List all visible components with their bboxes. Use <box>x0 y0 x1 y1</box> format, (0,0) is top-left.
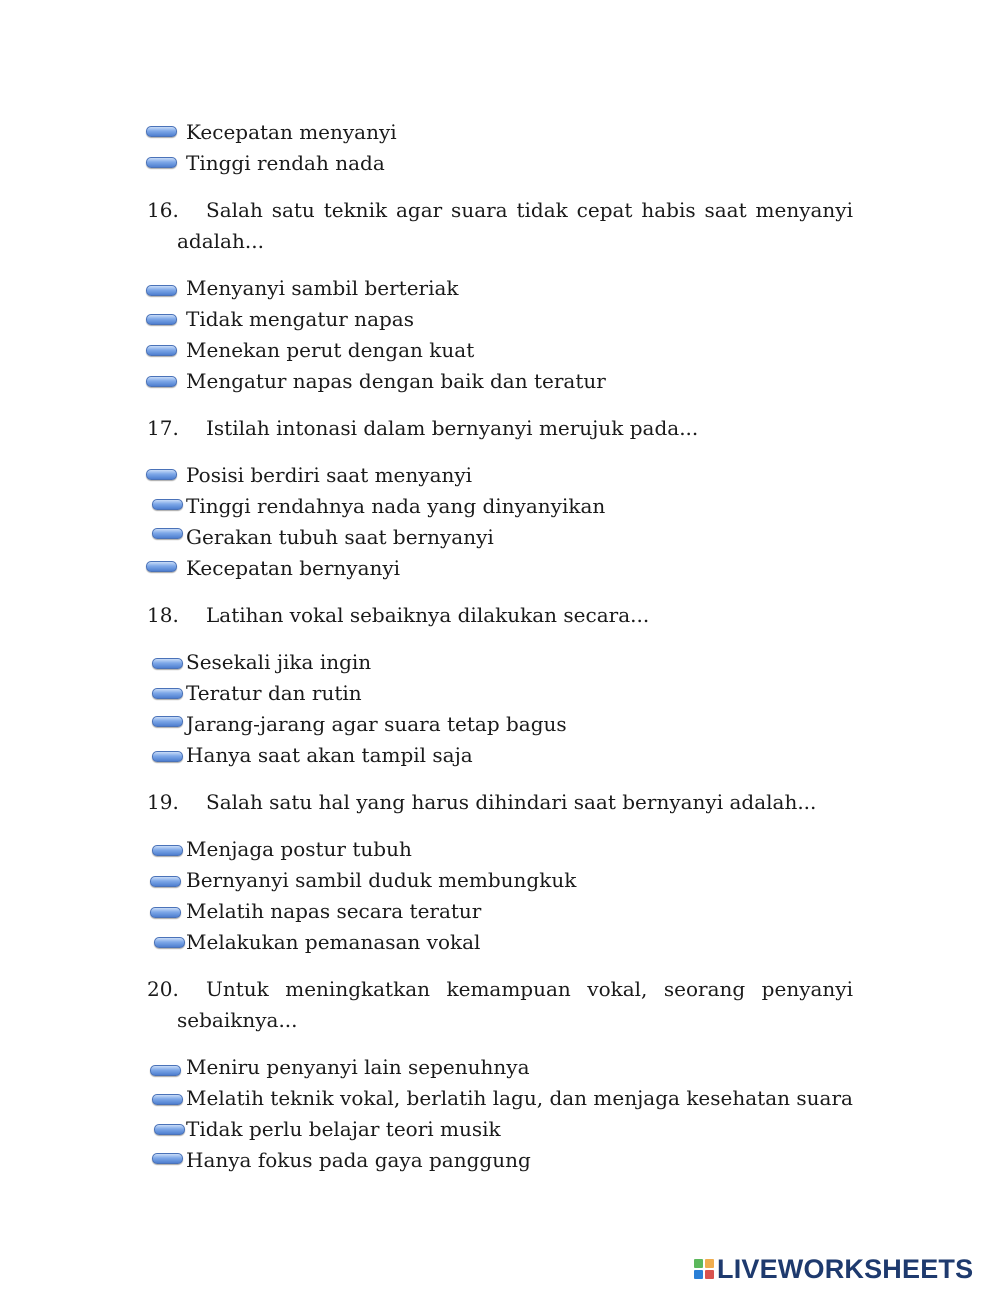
option-label: Kecepatan bernyanyi <box>186 556 401 580</box>
option-button[interactable] <box>146 469 177 480</box>
option-button[interactable] <box>152 658 183 669</box>
option-label: Mengatur napas dengan baik dan teratur <box>186 369 606 393</box>
question-text: Salah satu hal yang harus dihindari saat bernyanyi adalah... <box>206 790 817 814</box>
option-label: Hanya saat akan tampil saja <box>186 743 473 767</box>
logo-square <box>705 1270 714 1279</box>
option-button[interactable] <box>152 751 183 762</box>
option-label: Tidak perlu belajar teori musik <box>186 1117 501 1141</box>
question-number: 19. <box>147 790 179 814</box>
option-button[interactable] <box>146 126 177 137</box>
option-button[interactable] <box>152 1153 183 1164</box>
option-button[interactable] <box>154 1124 185 1135</box>
question-number: 18. <box>147 603 179 627</box>
option-label: Jarang-jarang agar suara tetap bagus <box>186 712 567 736</box>
question-number: 16. <box>147 198 179 222</box>
option-label: Menjaga postur tubuh <box>186 837 412 861</box>
option-button[interactable] <box>152 1094 183 1105</box>
liveworksheets-logo[interactable] <box>694 1254 973 1284</box>
option-button[interactable] <box>146 376 177 387</box>
option-label: Melakukan pemanasan vokal <box>186 930 481 954</box>
option-label: Tinggi rendahnya nada yang dinyanyikan <box>186 494 606 518</box>
question-text: Untuk meningkatkan kemampuan vokal, seorang penyanyi <box>206 977 853 1001</box>
option-label: Bernyanyi sambil duduk membungkuk <box>186 868 577 892</box>
option-label: Hanya fokus pada gaya panggung <box>186 1148 531 1172</box>
logo-text: LIVEWORKSHEETS <box>717 1253 974 1284</box>
option-label: Menekan perut dengan kuat <box>186 338 475 362</box>
question-number: 17. <box>147 416 179 440</box>
question-text-continued: adalah... <box>177 229 264 253</box>
logo-square <box>694 1259 703 1268</box>
option-label: Posisi berdiri saat menyanyi <box>186 463 473 487</box>
option-label: Melatih napas secara teratur <box>186 899 482 923</box>
logo-mark-icon <box>694 1259 714 1279</box>
option-button[interactable] <box>150 907 181 918</box>
option-button[interactable] <box>152 845 183 856</box>
option-button[interactable] <box>152 688 183 699</box>
logo-square <box>694 1270 703 1279</box>
option-button[interactable] <box>154 937 185 948</box>
option-button[interactable] <box>150 876 181 887</box>
option-button[interactable] <box>146 157 177 168</box>
option-button[interactable] <box>152 528 183 539</box>
option-button[interactable] <box>146 345 177 356</box>
option-label: Tidak mengatur napas <box>186 307 414 331</box>
option-label: Melatih teknik vokal, berlatih lagu, dan menjaga kesehatan suara <box>186 1086 853 1110</box>
option-button[interactable] <box>150 1065 181 1076</box>
option-button[interactable] <box>146 314 177 325</box>
question-text: Istilah intonasi dalam bernyanyi merujuk pada... <box>206 416 699 440</box>
option-button[interactable] <box>146 561 177 572</box>
option-label: Tinggi rendah nada <box>186 151 385 175</box>
question-text: Latihan vokal sebaiknya dilakukan secara... <box>206 603 650 627</box>
option-label: Sesekali jika ingin <box>186 650 372 674</box>
option-button[interactable] <box>152 716 183 727</box>
option-label: Kecepatan menyanyi <box>186 120 397 144</box>
option-label: Menyanyi sambil berteriak <box>186 276 459 300</box>
option-button[interactable] <box>146 285 177 296</box>
option-label: Meniru penyanyi lain sepenuhnya <box>186 1055 530 1079</box>
logo-square <box>705 1259 714 1268</box>
question-text: Salah satu teknik agar suara tidak cepat habis saat menyanyi <box>206 198 853 222</box>
option-label: Gerakan tubuh saat bernyanyi <box>186 525 494 549</box>
option-label: Teratur dan rutin <box>186 681 362 705</box>
question-text-continued: sebaiknya... <box>177 1008 298 1032</box>
question-number: 20. <box>147 977 179 1001</box>
option-button[interactable] <box>152 499 183 510</box>
